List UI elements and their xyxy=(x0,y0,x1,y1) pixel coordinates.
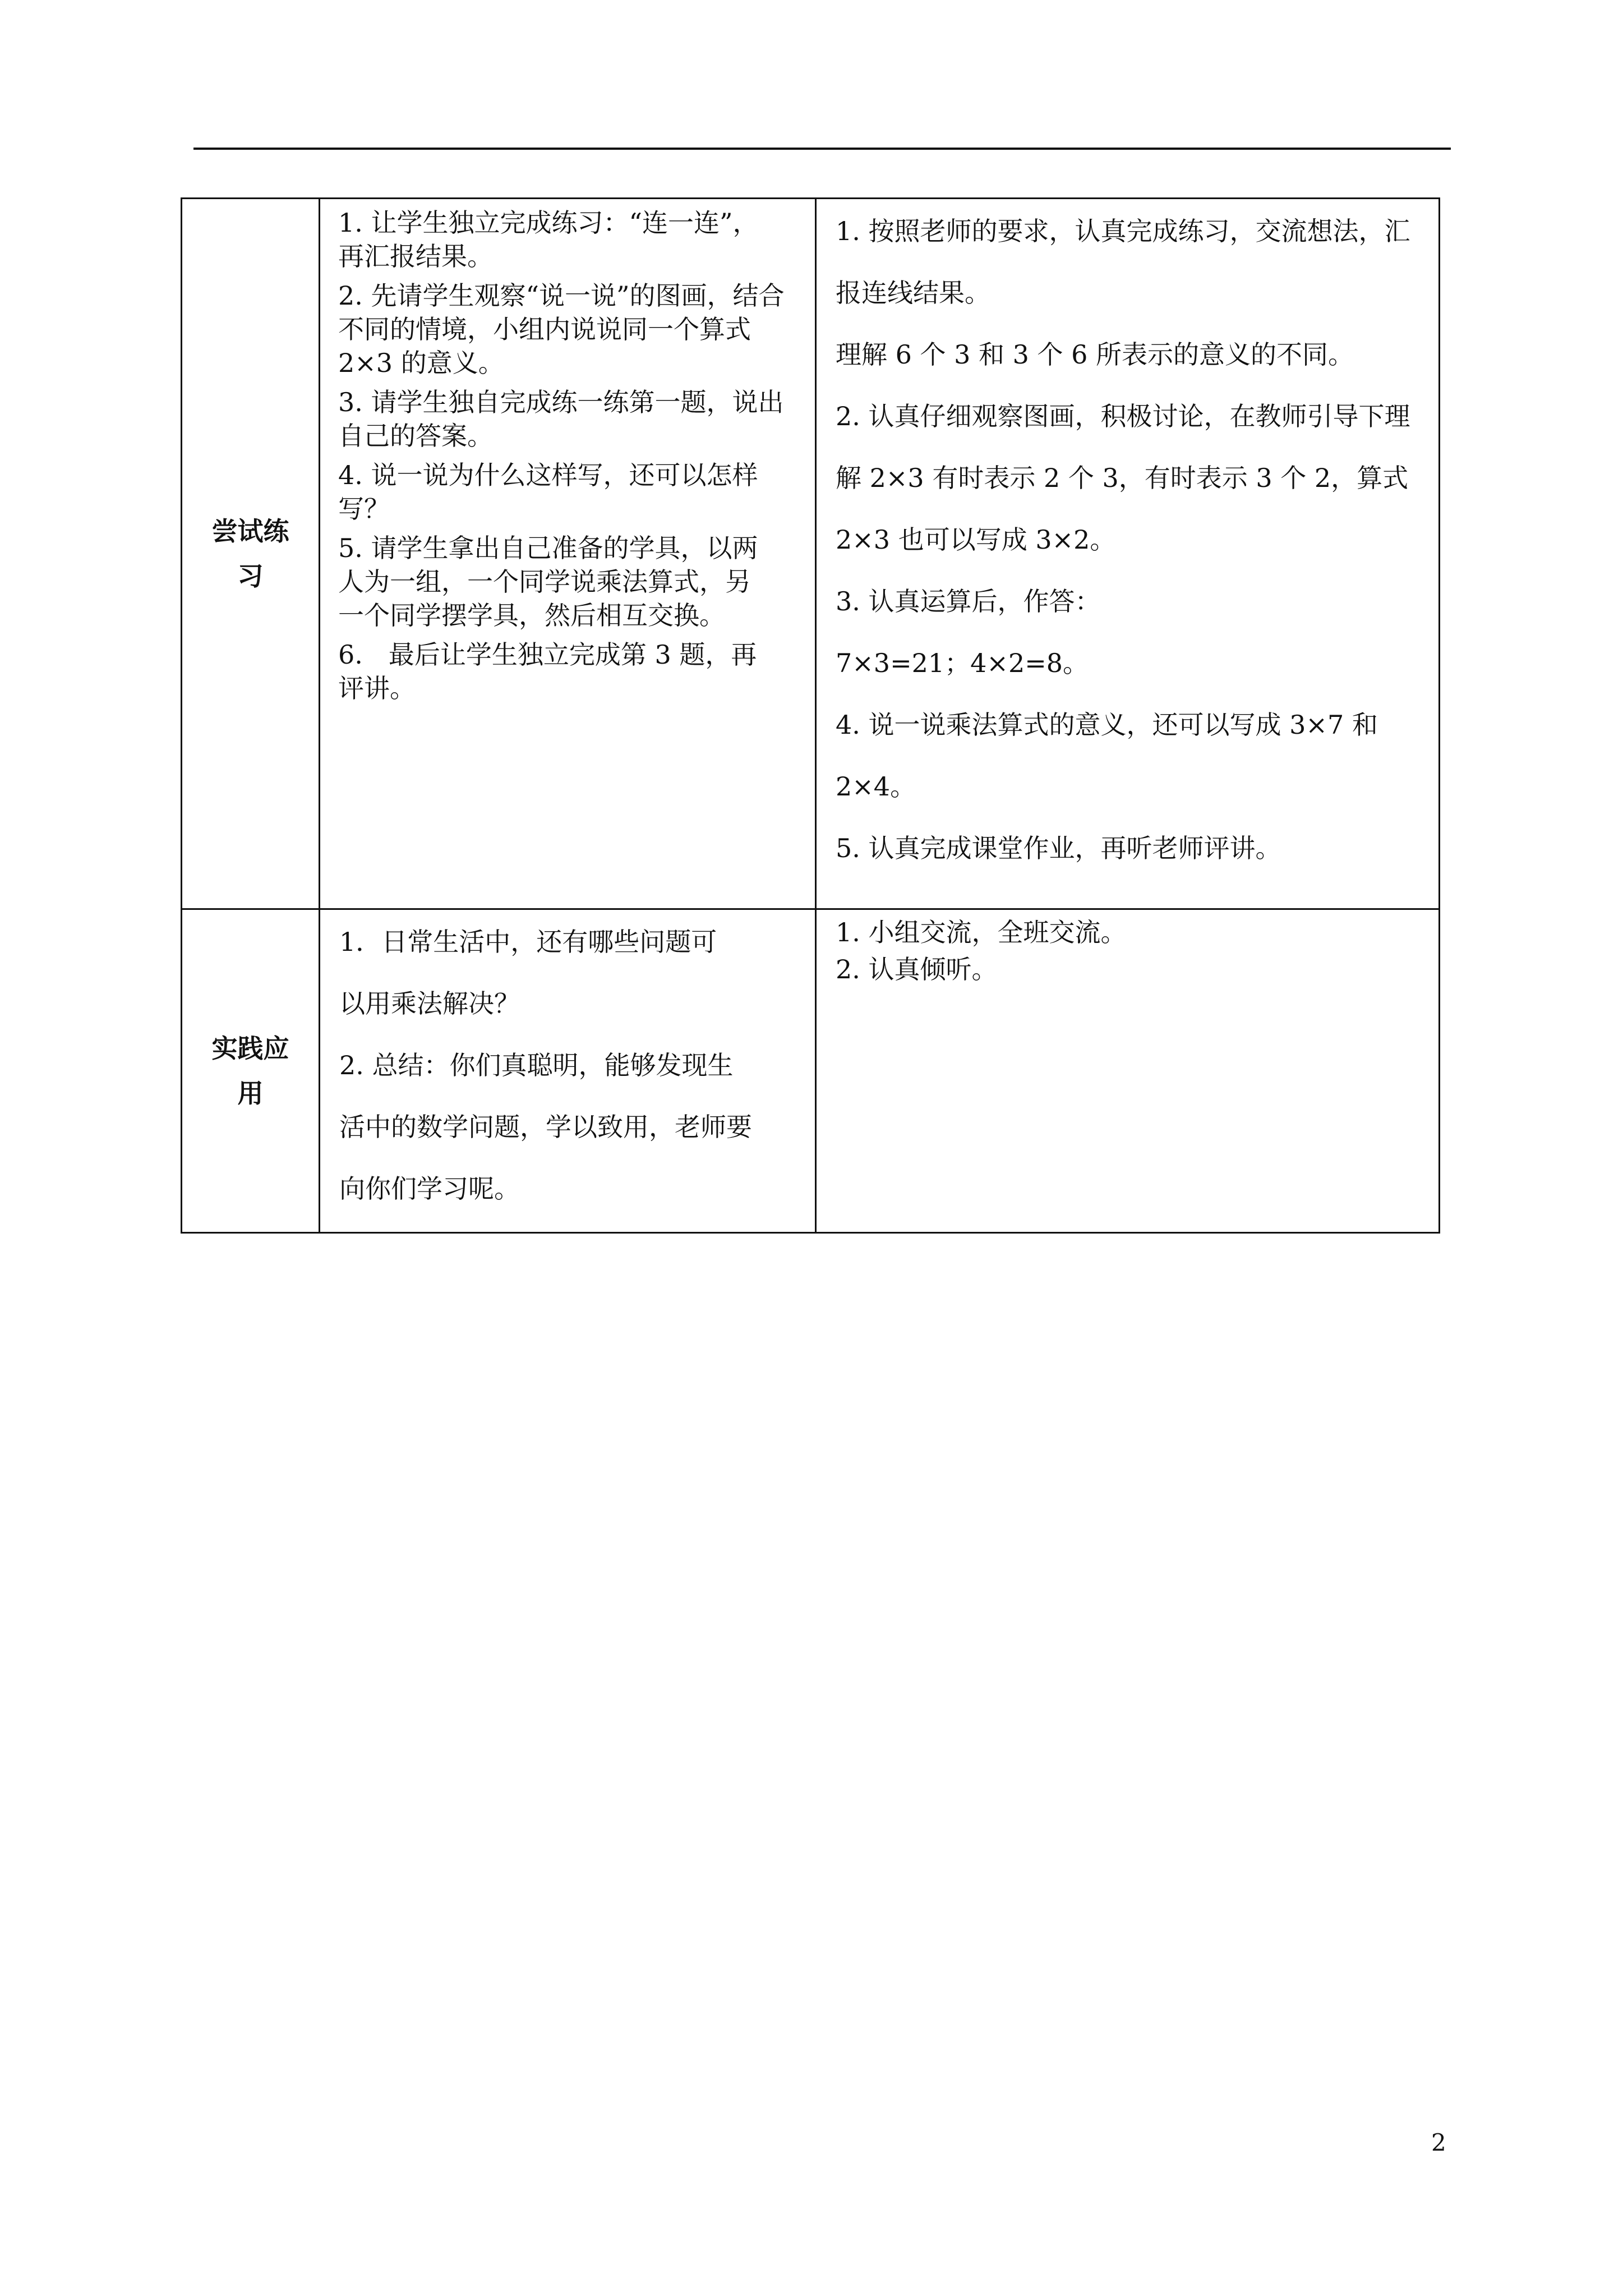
teacher-item: 5. 请学生拿出自己准备的学具，以两人为一组，一个同学说乘法算式，另一个同学摆学具，然后相互交换。 xyxy=(338,533,758,631)
stage-label-cell xyxy=(182,909,320,1233)
student-activity-cell xyxy=(816,199,1440,909)
teacher-item: 2. 总结：你们真聪明，能够发现生活中的数学问题，学以致用，老师要向你们学习呢。 xyxy=(339,1050,752,1204)
student-item: 1. 按照老师的要求，认真完成练习，交流想法，汇报连线结果。 xyxy=(836,216,1410,308)
teacher-activity-cell xyxy=(320,909,816,1233)
student-activity-cell xyxy=(816,909,1440,1233)
teacher-item: 6. 最后让学生独立完成第 3 题，再评讲。 xyxy=(338,639,757,703)
table-row-try-practice xyxy=(182,199,1440,909)
table-row-practice-application xyxy=(182,909,1440,1233)
student-item: 5. 认真完成课堂作业，再听老师评讲。 xyxy=(836,833,1281,863)
student-item: 2. 认真倾听。 xyxy=(836,954,998,984)
stage-label-cell xyxy=(182,199,320,909)
teacher-item: 4. 说一说为什么这样写，还可以怎样写？ xyxy=(338,460,758,524)
stage-label: 尝试练习 xyxy=(211,516,289,591)
teacher-activity-cell xyxy=(320,199,816,909)
lesson-plan-table xyxy=(181,197,1440,1234)
student-item: 3. 认真运算后，作答： xyxy=(836,586,1101,616)
teacher-item: 1．日常生活中，还有哪些问题可以用乘法解决？ xyxy=(339,927,717,1019)
header-rule xyxy=(193,148,1451,150)
teacher-item: 2. 先请学生观察“说一说”的图画，结合不同的情境，小组内说说同一个算式 2×3 的意义。 xyxy=(338,280,785,378)
student-item: 理解 6 个 3 和 3 个 6 所表示的意义的不同。 xyxy=(836,339,1354,370)
teacher-item: 1. 让学生独立完成练习：“连一连”，再汇报结果。 xyxy=(338,208,759,272)
page-number: 2 xyxy=(1431,2129,1446,2156)
student-item: 2. 认真仔细观察图画，积极讨论，在教师引导下理解 2×3 有时表示 2 个 3，有时表示 3 个 2，算式 2×3 也可以写成 3×2。 xyxy=(836,401,1410,555)
student-item: 7×3=21；4×2=8。 xyxy=(836,648,1089,678)
student-item: 1. 小组交流，全班交流。 xyxy=(836,917,1127,947)
teacher-item: 3. 请学生独自完成练一练第一题，说出自己的答案。 xyxy=(338,387,784,451)
student-item: 4. 说一说乘法算式的意义，还可以写成 3×7 和 2×4。 xyxy=(836,710,1378,802)
stage-label: 实践应用 xyxy=(211,1033,289,1108)
